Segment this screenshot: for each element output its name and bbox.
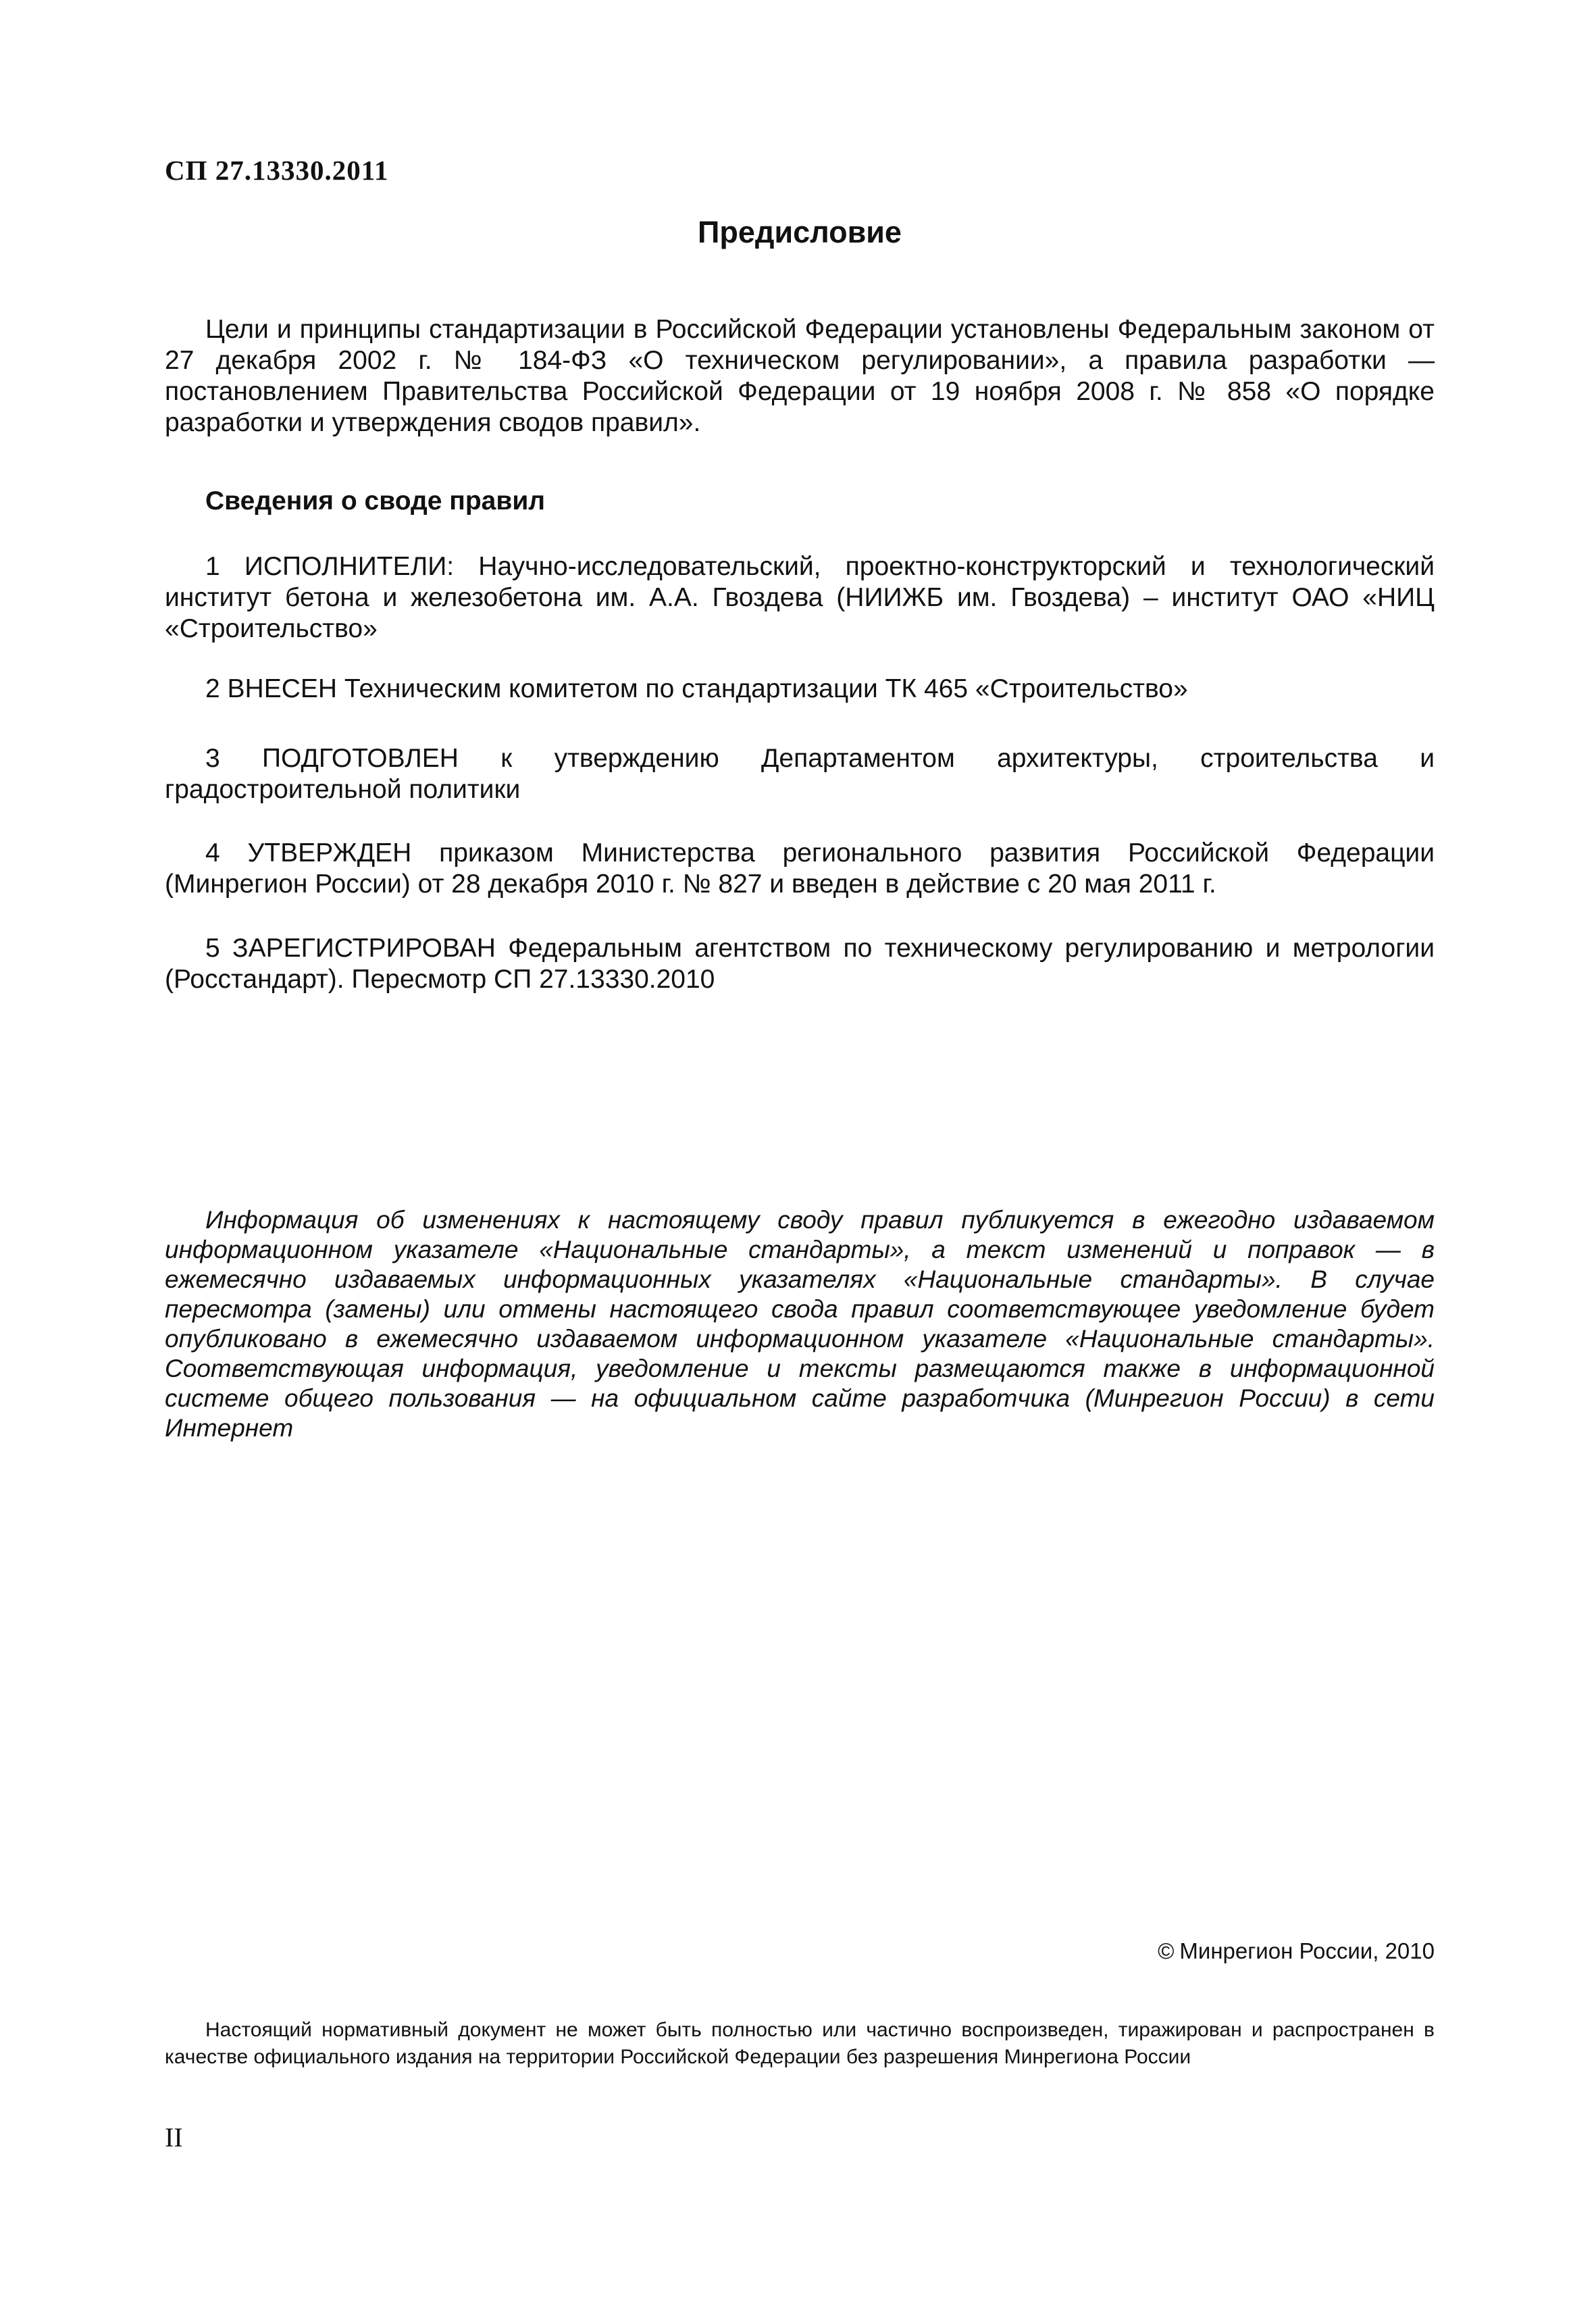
info-item-3-continuation: градостроительной политики <box>165 775 521 804</box>
info-item-3-word: ПОДГОТОВЛЕН <box>261 744 459 773</box>
preface-intro: Цели и принципы стандартизации в Российской Федерации установлены Федеральным законом от 27 декабря 2002 г. № 184-ФЗ «О техническом регулировании», а правила разработки — постановлением Правительства Российской Федерации от 19 ноября 2008 г. № 858 «О порядке разработки и утверждения сводов правил». <box>165 315 1435 437</box>
info-item-4: 4 УТВЕРЖДЕН приказом Министерства регионального развития Российской Федерации (Минрегион России) от 28 декабря 2010 г. № 827 и введен в действие с 20 мая 2011 г. <box>165 838 1435 899</box>
copyright-line <box>1158 1938 1435 1965</box>
info-item-3-word: утверждению <box>554 744 719 773</box>
changes-notice: Информация об изменениях к настоящему своду правил публикуется в ежегодно издаваемом информационном указателе «Национальные стандарты», а текст изменений и поправок — в ежемесячно издаваемых информационных указателях «Национальные стандарты». В случае пересмотра (замены) или отмены настоящего свода правил соответствующее уведомление будет опубликовано в ежемесячно издаваемом информационном указателе «Национальные стандарты». Соответствующая информация, уведомление и тексты размещаются также в информационной системе общего пользования — на официальном сайте разработчика (Минрегион России) в сети Интернет <box>165 1206 1435 1442</box>
reproduction-notice: Настоящий нормативный документ не может быть полностью или частично воспроизведен, тиражирован и распространен в качестве официального издания на территории Российской Федерации без разрешения Минрегиона России <box>165 2019 1435 2068</box>
info-item-3-word: и <box>1420 744 1435 773</box>
info-item-3-word: Департаментом <box>761 744 955 773</box>
info-item-3-word: к <box>500 744 513 773</box>
page-number: II <box>165 2122 183 2153</box>
info-item-2: 2 ВНЕСЕН Техническим комитетом по стандартизации ТК 465 «Строительство» <box>205 674 1188 703</box>
info-item-3-word: 3 <box>205 744 220 773</box>
info-item-5: 5 ЗАРЕГИСТРИРОВАН Федеральным агентством по техническому регулированию и метрологии (Росстандарт). Пересмотр СП 27.13330.2010 <box>165 934 1435 994</box>
copyright-icon: © <box>1158 1938 1175 1963</box>
info-item-3-word: архитектуры, <box>997 744 1158 773</box>
preface-title: Предисловие <box>698 215 902 249</box>
section-heading: Сведения о своде правил <box>205 486 546 515</box>
info-item-1: 1 ИСПОЛНИТЕЛИ: Научно-исследовательский, проектно-конструкторский и технологический институт бетона и железобетона им. А.А. Гвоздева (НИИЖБ им. Гвоздева) – институт ОАО «НИЦ «Строительство» <box>165 552 1435 643</box>
info-item-3-word: строительства <box>1200 744 1378 773</box>
copyright-text: Минрегион России, 2010 <box>1179 1938 1435 1963</box>
document-code: СП 27.13330.2011 <box>165 155 389 186</box>
info-item-3 <box>205 743 1435 774</box>
